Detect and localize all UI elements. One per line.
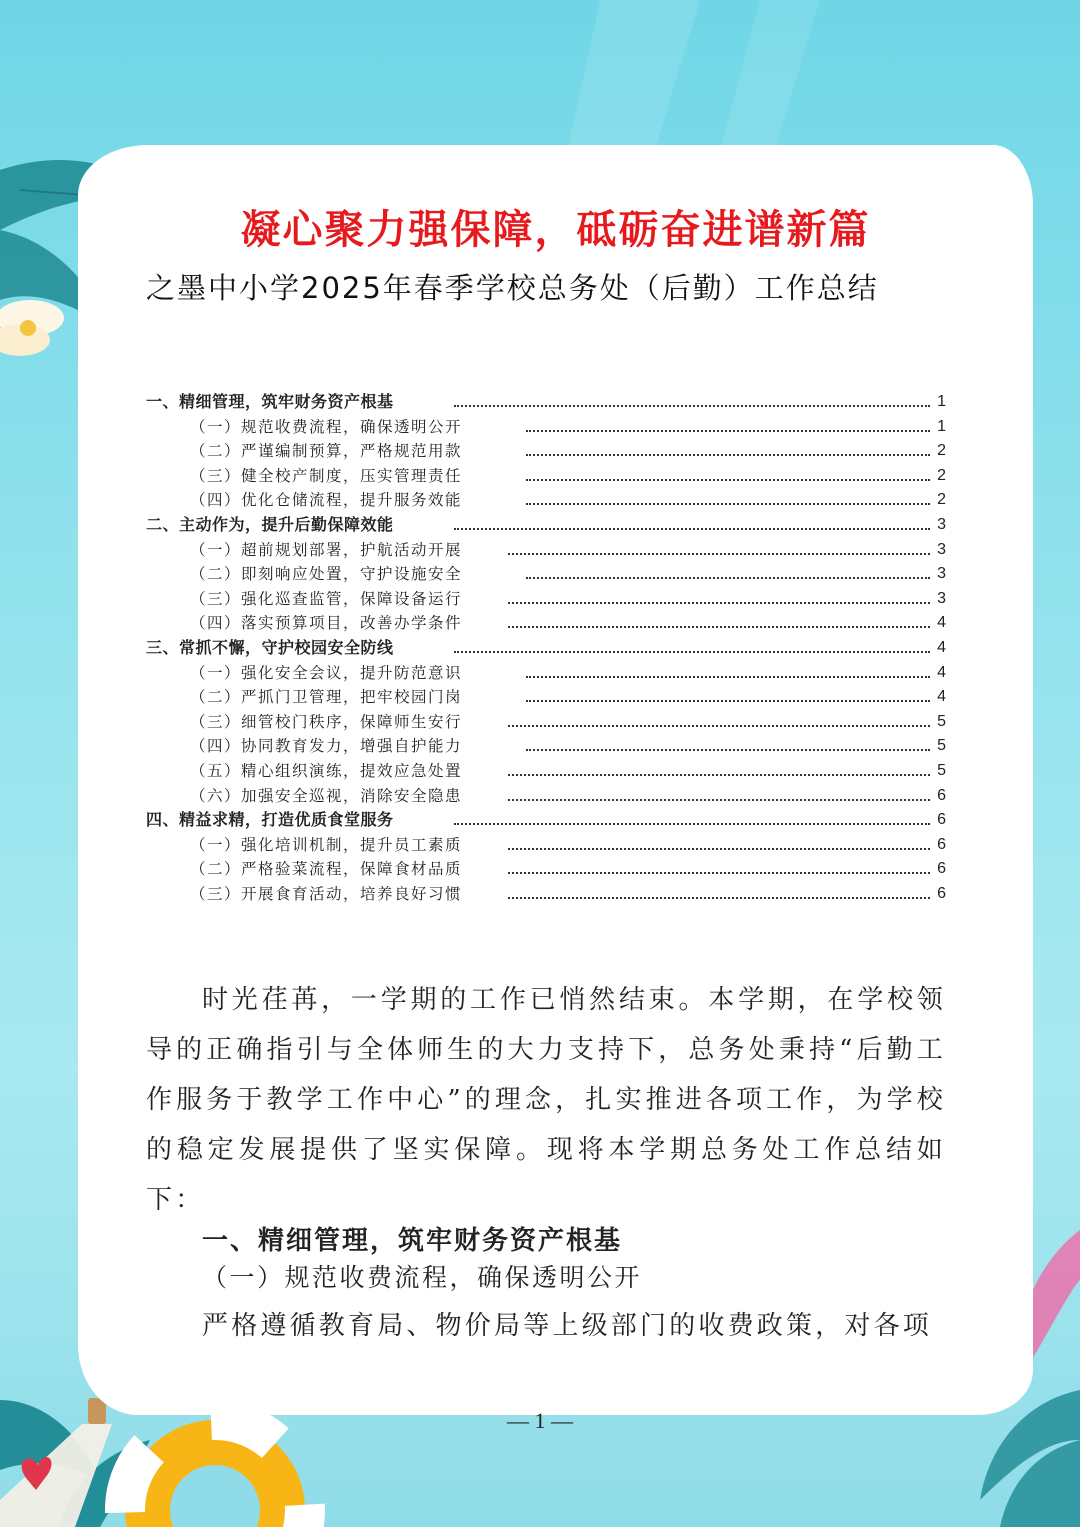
toc-entry-text: （一）超前规划部署，护航活动开展 — [190, 540, 463, 559]
page-number: — 1 — — [507, 1408, 573, 1433]
toc-entry-text: （二）即刻响应处置，守护设施安全 — [190, 565, 463, 584]
toc-entry-text: （五）精心组织演练，提效应急处置 — [190, 761, 463, 780]
toc-page-number: 4 — [937, 614, 946, 632]
toc-page-number: 6 — [937, 786, 946, 804]
toc-page-number: 6 — [937, 860, 946, 878]
toc-leader-dots — [526, 454, 930, 456]
toc-entry-text: （三）开展食育活动，培养良好习惯 — [190, 884, 463, 903]
toc-entry-text: （四）协同教育发力，增强自护能力 — [190, 737, 463, 756]
toc-entry-text: 一、精细管理，筑牢财务资产根基 — [146, 392, 394, 411]
toc-page-number: 4 — [937, 688, 946, 706]
intro-paragraph: 时光荏苒，一学期的工作已悄然结束。本学期，在学校领导的正确指引与全体师生的大力支持下，总务处秉持“后勤工作服务于教学工作中心”的理念，扎实推进各项工作，为学校的稳定发展提供了坚实保障。现将本学期总务处工作总结如下： — [146, 985, 946, 1215]
toc-page-number: 5 — [937, 712, 946, 730]
toc-page-number: 3 — [937, 565, 946, 583]
toc-entry[interactable] — [146, 464, 946, 489]
toc-entry[interactable] — [146, 439, 946, 464]
toc-page-number: 2 — [937, 491, 946, 509]
section-heading: 一、精细管理，筑牢财务资产根基 — [202, 1226, 623, 1256]
toc-entry[interactable] — [146, 636, 946, 661]
toc-leader-dots — [526, 700, 930, 702]
toc-entry[interactable] — [146, 857, 946, 882]
toc-leader-dots — [526, 430, 930, 432]
toc-entry-text: （一）规范收费流程，确保透明公开 — [190, 417, 463, 436]
toc-page-number: 2 — [937, 466, 946, 484]
toc-entry[interactable] — [146, 734, 946, 759]
toc-page-number: 4 — [937, 663, 946, 681]
toc-entry-text: （三）强化巡查监管，保障设备运行 — [190, 589, 463, 608]
toc-entry[interactable] — [146, 611, 946, 636]
toc-entry[interactable] — [146, 661, 946, 686]
toc-leader-dots — [454, 823, 930, 825]
toc-entry[interactable] — [146, 488, 946, 513]
toc-page-number: 5 — [937, 761, 946, 779]
toc-leader-dots — [508, 725, 930, 727]
toc-page-number: 1 — [937, 417, 946, 435]
toc-entry-text: 三、常抓不懈，守护校园安全防线 — [146, 637, 394, 657]
toc-leader-dots — [454, 405, 930, 407]
toc-leader-dots — [508, 774, 930, 776]
toc-entry[interactable] — [146, 562, 946, 587]
toc-leader-dots — [508, 848, 930, 850]
toc-entry[interactable] — [146, 759, 946, 784]
toc-page-number: 3 — [937, 589, 946, 607]
toc-entry[interactable] — [146, 390, 946, 415]
toc-entry[interactable] — [146, 513, 946, 538]
toc-entry[interactable] — [146, 538, 946, 563]
toc-entry[interactable] — [146, 710, 946, 735]
toc-leader-dots — [508, 799, 930, 801]
toc-page-number: 1 — [937, 393, 946, 410]
toc-entry[interactable] — [146, 784, 946, 809]
subsection-heading: （一）规范收费流程，确保透明公开 — [202, 1263, 643, 1292]
toc-leader-dots — [508, 897, 930, 899]
toc-leader-dots — [526, 749, 930, 751]
flower-icon — [0, 300, 64, 356]
toc-leader-dots — [508, 553, 930, 555]
toc-entry[interactable] — [146, 882, 946, 907]
toc-entry-text: 四、精益求精，打造优质食堂服务 — [146, 810, 394, 830]
toc-page-number: 2 — [937, 442, 946, 460]
toc-entry-text: （一）强化安全会议，提升防范意识 — [190, 663, 463, 682]
toc-leader-dots — [526, 503, 930, 505]
life-ring-icon — [125, 1420, 305, 1527]
toc-entry-text: （二）严谨编制预算，严格规范用款 — [190, 442, 463, 461]
toc-entry[interactable] — [146, 833, 946, 858]
toc-entry[interactable] — [146, 808, 946, 833]
toc-entry-text: （四）优化仓储流程，提升服务效能 — [190, 491, 463, 510]
toc-leader-dots — [526, 676, 930, 678]
toc-entry-text: （一）强化培训机制，提升员工素质 — [190, 835, 463, 854]
table-of-contents — [146, 390, 946, 906]
toc-entry-text: （二）严抓门卫管理，把牢校园门岗 — [190, 688, 463, 707]
toc-leader-dots — [526, 479, 930, 481]
toc-leader-dots — [508, 626, 930, 628]
toc-page-number: 5 — [937, 737, 946, 755]
toc-leader-dots — [454, 528, 930, 530]
toc-leader-dots — [508, 602, 930, 604]
toc-entry[interactable] — [146, 685, 946, 710]
toc-entry-text: （三）健全校产制度，压实管理责任 — [190, 466, 463, 485]
toc-entry-text: （六）加强安全巡视，消除安全隐患 — [190, 786, 463, 805]
toc-page-number: 6 — [937, 835, 946, 853]
toc-leader-dots — [454, 651, 930, 653]
document-title: 凝心聚力强保障，砥砺奋进谱新篇 — [240, 207, 871, 253]
toc-entry-text: （三）细管校门秩序，保障师生安行 — [190, 712, 463, 731]
toc-entry[interactable] — [146, 415, 946, 440]
toc-entry-text: （二）严格验菜流程，保障食材品质 — [190, 860, 463, 879]
toc-page-number: 3 — [937, 540, 946, 558]
toc-leader-dots — [526, 577, 930, 579]
toc-page-number: 6 — [937, 884, 946, 902]
toc-leader-dots — [508, 872, 930, 874]
document-subtitle: 之墨中小学2025年春季学校总务处（后勤）工作总结 — [146, 271, 879, 305]
toc-page-number: 3 — [937, 515, 946, 533]
toc-page-number: 4 — [937, 638, 946, 656]
toc-entry-text: （四）落实预算项目，改善办学条件 — [190, 614, 463, 633]
toc-page-number: 6 — [937, 811, 946, 829]
toc-entry-text: 二、主动作为，提升后勤保障效能 — [146, 514, 394, 534]
toc-entry[interactable] — [146, 587, 946, 612]
body-paragraph: 严格遵循教育局、物价局等上级部门的收费政策，对各项 — [202, 1311, 933, 1341]
